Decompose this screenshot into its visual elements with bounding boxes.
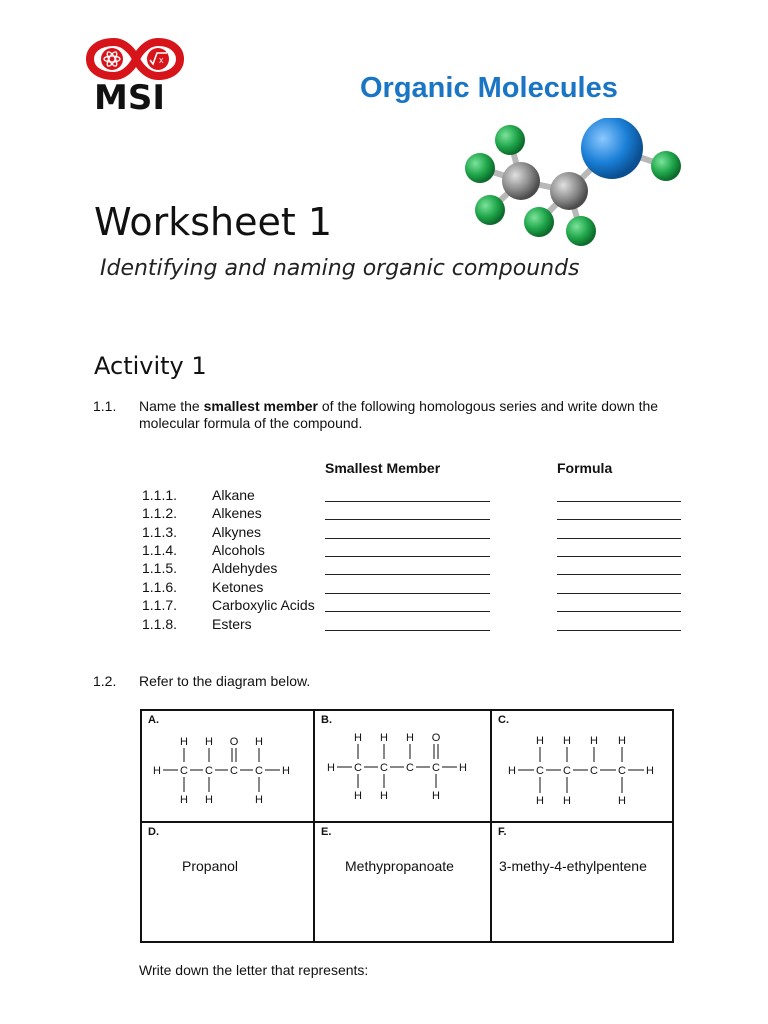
row-label: Alkenes [212, 505, 262, 521]
question-number: 1.2. [93, 673, 117, 689]
svg-text:H: H [354, 732, 362, 744]
row-number: 1.1.5. [142, 560, 178, 576]
question-text-bold: smallest member [203, 398, 318, 414]
row-label: Esters [212, 616, 252, 632]
answer-row [0, 505, 768, 523]
svg-text:H: H [153, 765, 161, 777]
row-number: 1.1.8. [142, 616, 178, 632]
formula-answer-blank[interactable] [557, 630, 681, 631]
svg-text:C: C [180, 765, 188, 777]
svg-text:H: H [406, 732, 414, 744]
svg-text:H: H [590, 735, 598, 747]
answer-row [0, 597, 768, 615]
grid-cell-e [315, 823, 490, 941]
column-header-smallest-member: Smallest Member [325, 460, 441, 476]
structural-formula-a [148, 729, 298, 809]
formula-answer-blank[interactable] [557, 611, 681, 612]
question-text [139, 398, 699, 432]
row-label: Aldehydes [212, 560, 278, 576]
svg-text:H: H [180, 736, 188, 748]
svg-text:H: H [180, 794, 188, 806]
svg-text:H: H [205, 736, 213, 748]
answer-row [0, 487, 768, 505]
svg-text:H: H [508, 765, 516, 777]
question-text-post: of the following homologous series and write down the molecular formula of the compound. [139, 398, 659, 431]
svg-text:H: H [255, 794, 263, 806]
worksheet-title: Worksheet 1 [94, 200, 333, 244]
member-answer-blank[interactable] [325, 538, 490, 539]
compound-name: Propanol [182, 858, 239, 874]
grid-cell-c [492, 711, 674, 821]
row-number: 1.1.4. [142, 542, 178, 558]
svg-text:H: H [205, 794, 213, 806]
svg-text:C: C [380, 762, 388, 774]
compound-name: 3-methy-4-ethylpentene [499, 858, 647, 874]
formula-answer-blank[interactable] [557, 593, 681, 594]
svg-text:H: H [618, 735, 626, 747]
svg-text:H: H [380, 790, 388, 802]
svg-text:H: H [432, 790, 440, 802]
member-answer-blank[interactable] [325, 501, 490, 502]
cell-letter: B. [321, 714, 332, 726]
formula-answer-blank[interactable] [557, 538, 681, 539]
svg-text:H: H [282, 765, 290, 777]
row-number: 1.1.6. [142, 579, 178, 595]
svg-text:H: H [618, 795, 626, 807]
member-answer-blank[interactable] [325, 611, 490, 612]
svg-text:H: H [380, 732, 388, 744]
compound-name: Methypropanoate [345, 858, 454, 874]
svg-text:H: H [646, 765, 654, 777]
svg-text:C: C [590, 765, 598, 777]
svg-text:O: O [431, 732, 441, 744]
row-label: Ketones [212, 579, 264, 595]
svg-text:H: H [563, 735, 571, 747]
cell-letter: C. [498, 714, 509, 726]
svg-text:C: C [255, 765, 263, 777]
logo-text: MSI [94, 78, 165, 118]
structural-formula-c [502, 729, 667, 809]
answer-row [0, 616, 768, 634]
member-answer-blank[interactable] [325, 593, 490, 594]
answer-row [0, 579, 768, 597]
question-text: Refer to the diagram below. [139, 673, 311, 689]
svg-text:H: H [354, 790, 362, 802]
answer-row [0, 560, 768, 578]
svg-text:C: C [563, 765, 571, 777]
row-number: 1.1.1. [142, 487, 178, 503]
cell-letter: F. [498, 826, 507, 838]
row-label: Carboxylic Acids [212, 597, 315, 613]
formula-answer-blank[interactable] [557, 556, 681, 557]
member-answer-blank[interactable] [325, 574, 490, 575]
svg-text:C: C [618, 765, 626, 777]
cell-letter: A. [148, 714, 159, 726]
row-label: Alkynes [212, 524, 262, 540]
formula-answer-blank[interactable] [557, 501, 681, 502]
grid-cell-a [142, 711, 313, 821]
row-label: Alkane [212, 487, 255, 503]
row-label: Alcohols [212, 542, 265, 558]
row-number: 1.1.2. [142, 505, 178, 521]
svg-text:C: C [406, 762, 414, 774]
structural-formula-b [321, 729, 481, 809]
column-header-formula: Formula [557, 460, 613, 476]
row-number: 1.1.3. [142, 524, 178, 540]
worksheet-subtitle: Identifying and naming organic compounds [100, 256, 580, 281]
member-answer-blank[interactable] [325, 519, 490, 520]
instruction-text: Write down the letter that represents: [139, 962, 369, 978]
svg-text:H: H [459, 762, 467, 774]
svg-text:C: C [536, 765, 544, 777]
svg-text:H: H [536, 735, 544, 747]
molecule-illustration [455, 118, 695, 258]
grid-cell-b [315, 711, 490, 821]
svg-text:C: C [230, 765, 238, 777]
svg-text:C: C [354, 762, 362, 774]
grid-cell-f [492, 823, 674, 941]
question-number: 1.1. [93, 398, 117, 414]
svg-text:C: C [205, 765, 213, 777]
activity-title: Activity 1 [94, 352, 207, 380]
member-answer-blank[interactable] [325, 630, 490, 631]
cell-letter: E. [321, 826, 332, 838]
grid-cell-d [142, 823, 313, 941]
svg-text:x: x [159, 55, 164, 65]
svg-text:H: H [536, 795, 544, 807]
answer-row [0, 542, 768, 560]
structure-grid [140, 709, 674, 943]
row-number: 1.1.7. [142, 597, 178, 613]
answer-row [0, 524, 768, 542]
svg-text:H: H [255, 736, 263, 748]
svg-text:H: H [327, 762, 335, 774]
cell-letter: D. [148, 826, 159, 838]
svg-text:O: O [229, 736, 239, 748]
formula-answer-blank[interactable] [557, 574, 681, 575]
question-text-pre: Name the [139, 398, 204, 414]
member-answer-blank[interactable] [325, 556, 490, 557]
brand-title: Organic Molecules [360, 72, 618, 104]
formula-answer-blank[interactable] [557, 519, 681, 520]
svg-text:C: C [432, 762, 440, 774]
svg-text:H: H [563, 795, 571, 807]
